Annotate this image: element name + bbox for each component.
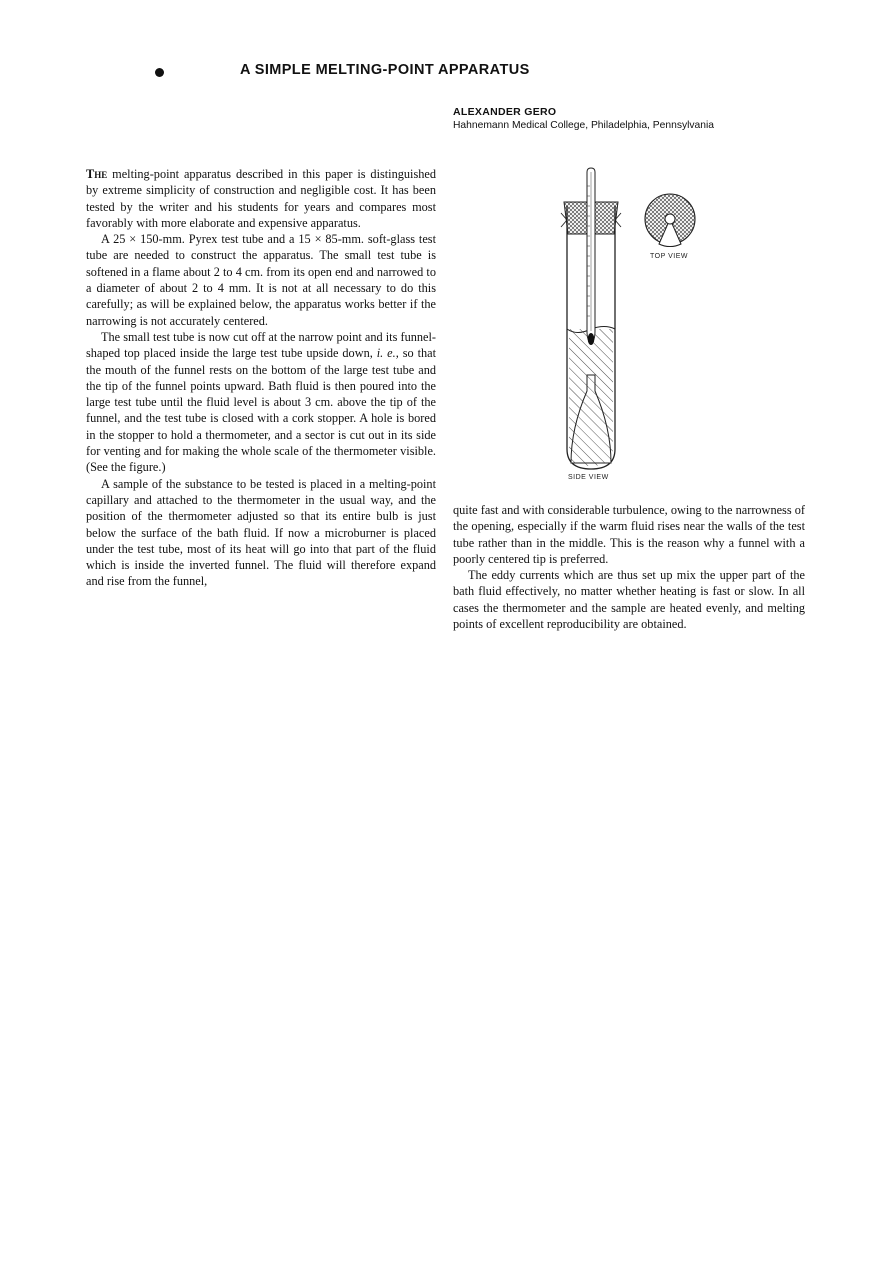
top-view-label: TOP VIEW [650,253,688,260]
paragraph-3 [86,329,436,476]
right-column [453,502,805,632]
apparatus-drawing [555,166,715,486]
thermometer-bulb [588,333,595,345]
apparatus-figure [555,166,715,486]
paragraph-3-text-a: The small test tube is now cut off at the narrow point and its funnel-shaped top placed inside the large test tube upside down, [86,329,436,361]
title-bullet [155,68,164,77]
left-column [86,166,436,590]
side-view-label: SIDE VIEW [568,474,609,481]
paragraph-2: A 25 × 150-mm. Pyrex test tube and a 15 × 85-mm. soft-glass test tube are needed to construct the apparatus. The small test tube is softened in a flame about 2 to 4 cm. from its open end and narrowed to a diameter of about 2 to 4 mm. It is not at all necessary to do this carefully; as will be explained below, the apparatus works better if the narrowing is not accurately centered. [86,232,436,328]
paragraph-1-text: melting-point apparatus described in this paper is distinguished by extreme simplicity of construction and negligible cost. It has been tested by the writer and his students for years and compares most favorably with more elaborate and expensive apparatus. [86,167,437,230]
paragraph-4: A sample of the substance to be tested is placed in a melting-point capillary and attached to the thermometer in the usual way, and the position of the thermometer adjusted so that its entire bulb is just below the surface of the bath fluid. If now a microburner is placed under the test tube, most of its heat will go into that part of the fluid which is inside the inverted funnel. The fluid will therefore expand and rise from the funnel, [86,476,436,589]
paragraph-1 [86,166,436,231]
paragraph-3-ie: i. e., [376,346,399,361]
drop-cap-word: The [86,167,108,181]
author-affiliation: Hahnemann Medical College, Philadelphia, Pennsylvania [453,120,715,131]
article-title: A SIMPLE MELTING-POINT APPARATUS [240,62,530,78]
author-name: ALEXANDER GERO [453,106,557,118]
paragraph-5: The eddy currents which are thus set up mix the upper part of the bath fluid effectively, no matter whether heating is fast or slow. In all cases the thermometer and the sample are heated evenly, and melting points of excellent reproducibility are obtained. [453,568,805,632]
top-view-disk [645,194,695,247]
paragraph-4-continued: quite fast and with considerable turbulence, owing to the narrowness of the opening, especially if the warm fluid rises near the walls of the test tube rather than in the middle. This is the reason why a funnel with a poorly centered tip is preferred. [453,503,805,566]
paragraph-3-text-b: so that the mouth of the funnel rests on the bottom of the large test tube and the tip of the funnel points upward. Bath fluid is then poured into the large test tube until the fluid level is about 3 cm. above the tip of the funnel, and the test tube is closed with a cork stopper. A hole is bored in the stopper to hold a thermometer, and a sector is cut out in its side for venting and for making the whole scale of the thermometer visible. (See the figure.) [86,346,437,475]
